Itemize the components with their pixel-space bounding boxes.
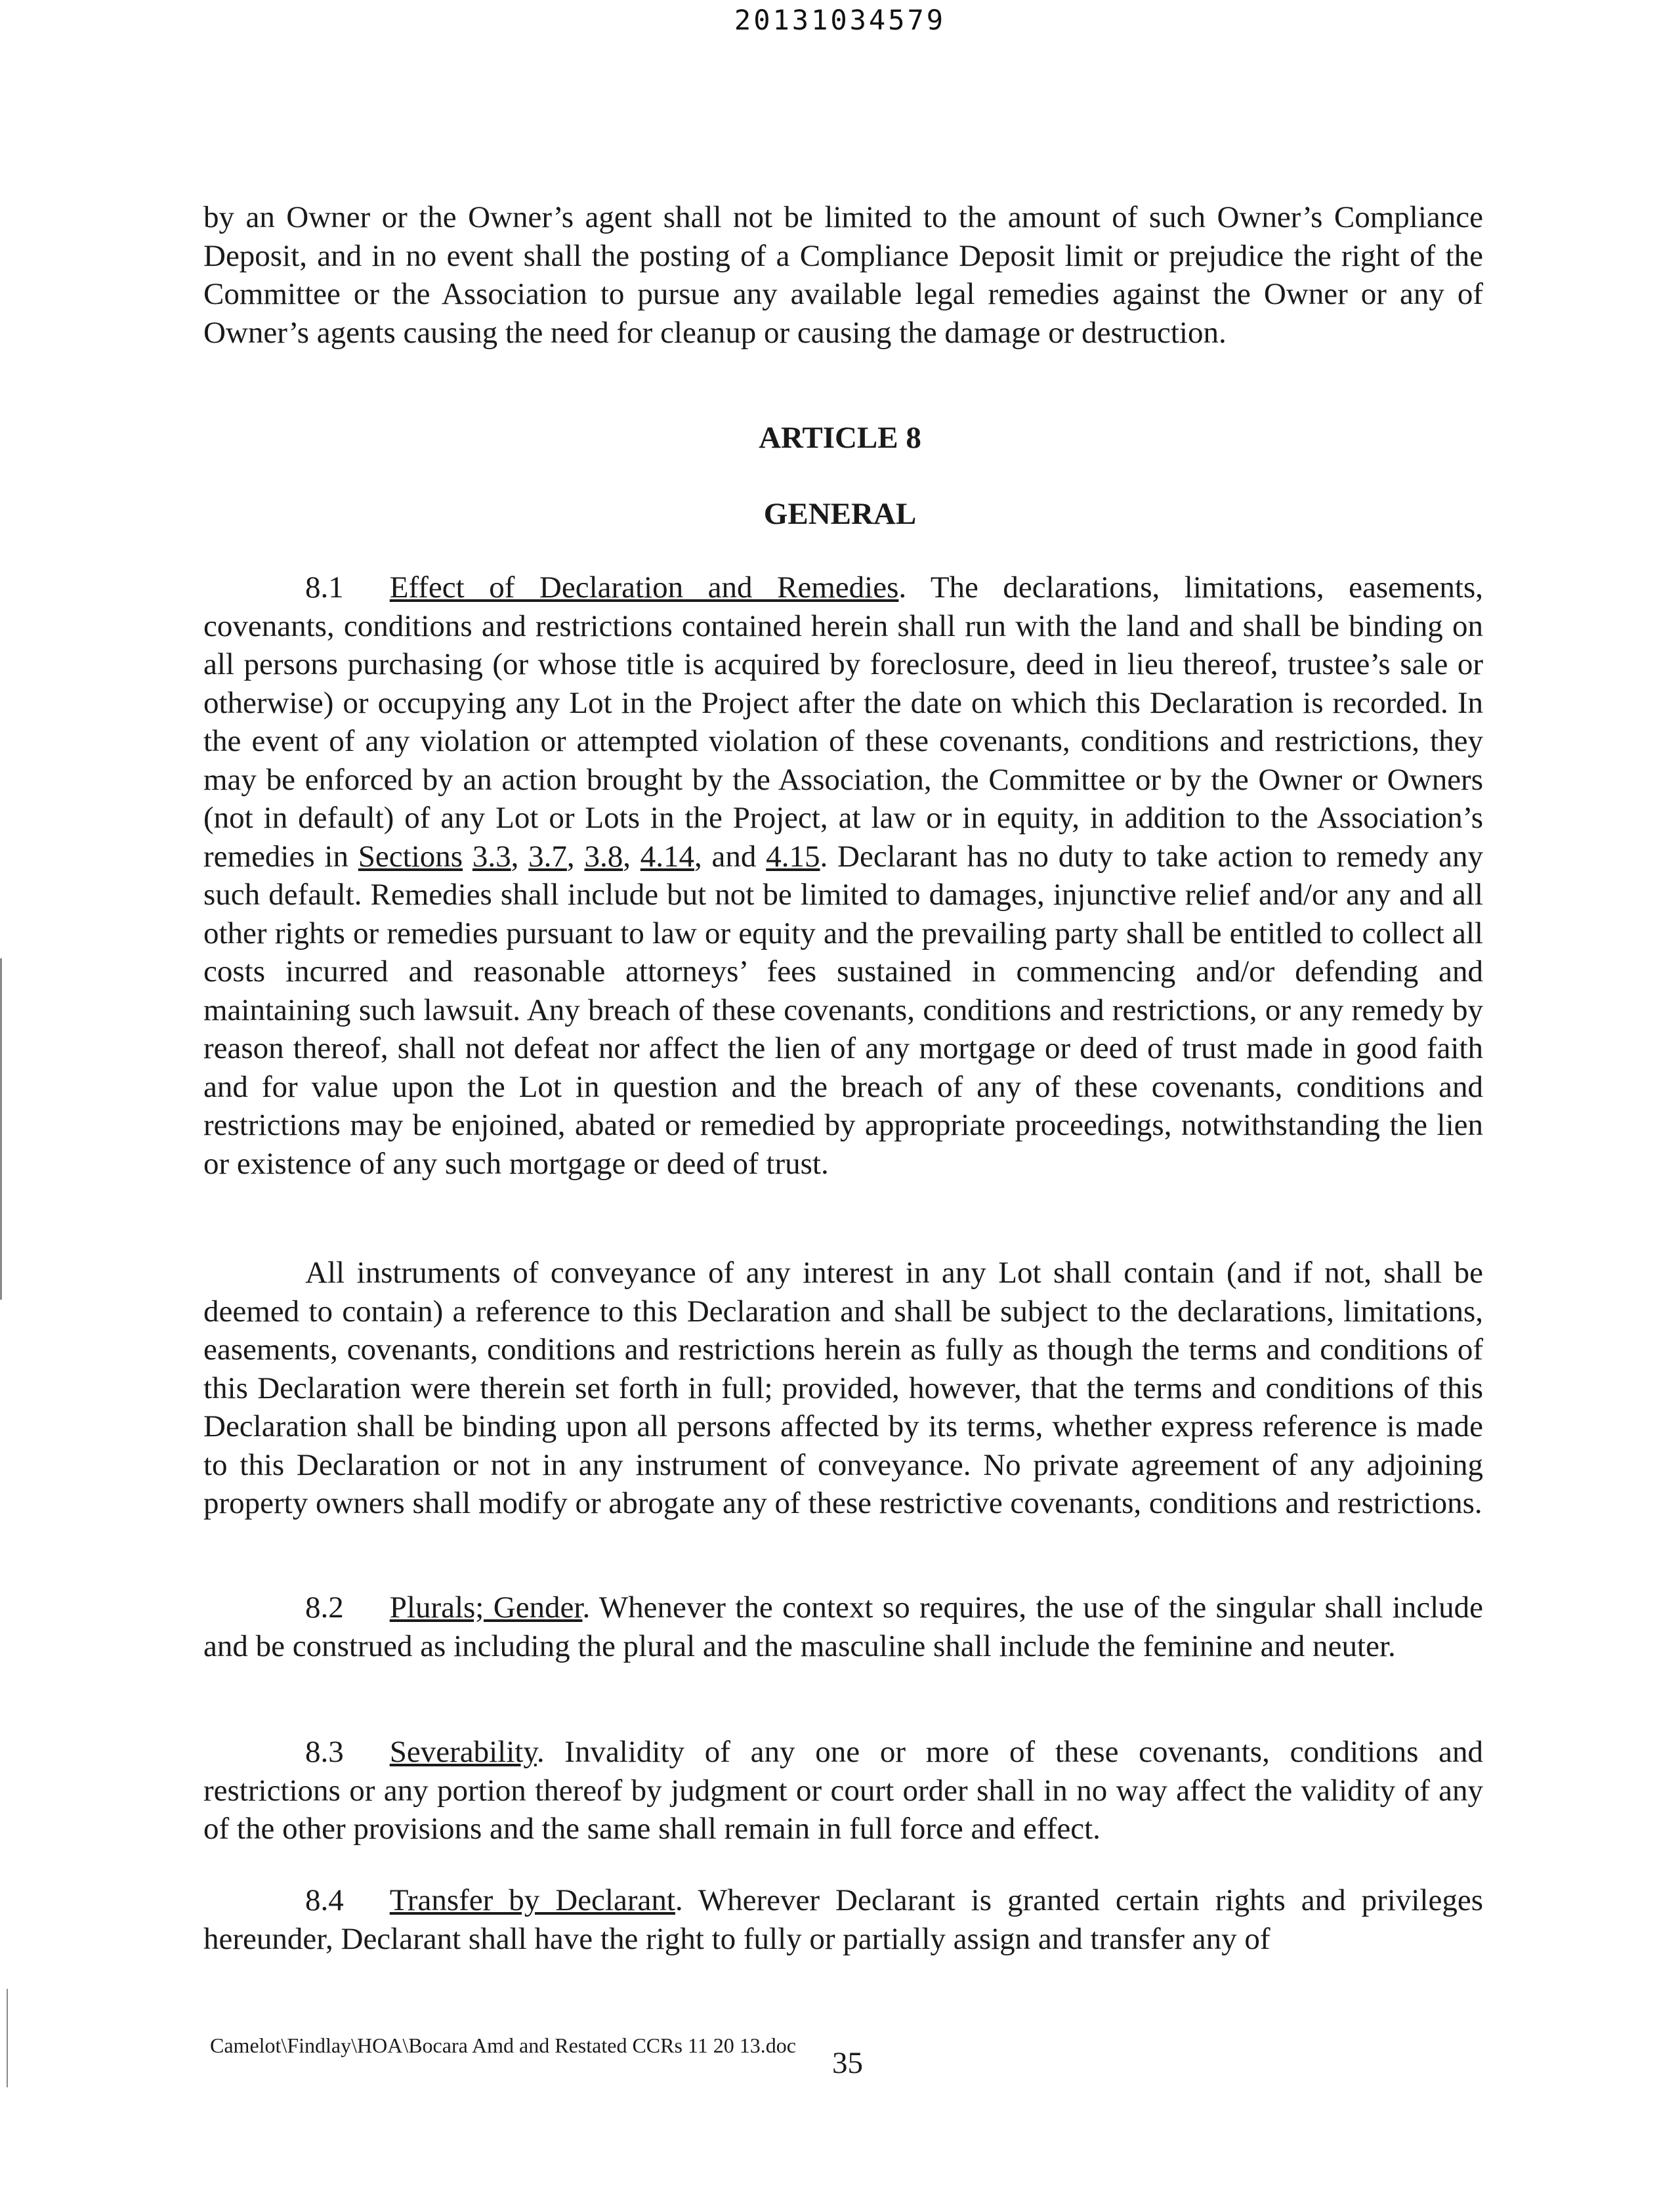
- section-8-1: [203, 568, 1483, 1183]
- section-8-1-text-a: . The declarations, limitations, easements, covenants, conditions and restrictions contained herein shall run with the land and shall be binding on all persons purchasing (or whose title is acquired by foreclosure, deed in lieu thereof, trustee’s sale or otherwise) or occupying any Lot in the Project after the date on which this Declaration is recorded. In the event of any violation or attempted violation of these covenants, conditions and restrictions, they may be enforced by an action brought by the Association, the Committee or by the Owner or Owners (not in default) of any Lot or Lots in the Project, at law or in equity, in addition to the Association’s remedies in: [203, 570, 1483, 874]
- ref-3-3: 3.3: [472, 839, 511, 874]
- scan-edge-mark: [0, 958, 2, 1300]
- section-8-1-title: Effect of Declaration and Remedies: [389, 570, 899, 605]
- ref-4-14: 4.14: [640, 839, 695, 874]
- ref-sections: Sections: [358, 839, 463, 874]
- section-8-2-title: Plurals; Gender: [389, 1590, 583, 1625]
- section-8-1-number: 8.1: [305, 570, 344, 605]
- document-number: 20131034579: [734, 4, 946, 36]
- ref-4-15: 4.15: [766, 839, 820, 874]
- scan-edge-mark-lower: [7, 1989, 8, 2087]
- section-8-3-text: . Invalidity of any one or more of these covenants, conditions and restrictions or any portion thereof by judgment or court order shall in no way affect the validity of any of the other provisions and the same shall remain in full force and effect.: [203, 1735, 1483, 1846]
- footer-file-path: Camelot\Findlay\HOA\Bocara Amd and Restated CCRs 11 20 13.doc: [210, 2034, 796, 2057]
- section-8-3-number: 8.3: [305, 1735, 344, 1769]
- sep-2: ,: [566, 839, 585, 874]
- section-8-4-text: . Wherever Declarant is granted certain rights and privileges hereunder, Declarant shall have the right to fully or partially assign and transfer any of: [203, 1883, 1483, 1956]
- sep-3: ,: [623, 839, 640, 874]
- section-8-2-text: . Whenever the context so requires, the use of the singular shall include and be construed as including the plural and the masculine shall include the feminine and neuter.: [203, 1590, 1483, 1663]
- section-8-1-text-b: . Declarant has no duty to take action to remedy any such default. Remedies shall include but not be limited to damages, injunctive relief and/or any and all other rights or remedies pursuant to law or equity and the prevailing party shall be entitled to collect all costs incurred and reasonable attorneys’ fees sustained in commencing and/or defending and maintaining such lawsuit. Any breach of these covenants, conditions and restrictions, or any remedy by reason thereof, shall not defeat nor affect the lien of any mortgage or deed of trust made in good faith and for value upon the Lot in question and the breach of any of these covenants, conditions and restrictions may be enjoined, abated or remedied by appropriate proceedings, notwithstanding the lien or existence of any such mortgage or deed of trust.: [203, 839, 1484, 1181]
- section-8-2: [203, 1588, 1483, 1665]
- article-title: GENERAL: [763, 497, 917, 531]
- sep-4: , and: [694, 839, 766, 874]
- intro-paragraph: by an Owner or the Owner’s agent shall not be limited to the amount of such Owner’s Compliance Deposit, and in no event shall the posting of a Compliance Deposit limit or prejudice the right of the Committee or the Association to pursue any available legal remedies against the Owner or any of Owner’s agents causing the need for cleanup or causing the damage or destruction.: [203, 200, 1483, 350]
- article-number: ARTICLE 8: [759, 421, 921, 455]
- sep-1: ,: [511, 839, 529, 874]
- section-8-1-paragraph-2: All instruments of conveyance of any interest in any Lot shall contain (and if not, shall be deemed to contain) a reference to this Declaration and shall be subject to the declarations, limitations, easements, covenants, conditions and restrictions herein as fully as though the terms and conditions of this Declaration were therein set forth in full; provided, however, that the terms and conditions of this Declaration shall be binding upon all persons affected by its terms, whether express reference is made to this Declaration or not in any instrument of conveyance. No private agreement of any adjoining property owners shall modify or abrogate any of these restrictive covenants, conditions and restrictions.: [203, 1256, 1483, 1520]
- page-number: 35: [832, 2046, 863, 2080]
- section-8-4-title: Transfer by Declarant: [389, 1883, 675, 1917]
- section-8-2-number: 8.2: [305, 1590, 344, 1625]
- section-8-4: [203, 1881, 1483, 1958]
- ref-3-7: 3.7: [528, 839, 567, 874]
- section-8-3-title: Severability: [389, 1735, 537, 1769]
- section-8-4-number: 8.4: [305, 1883, 344, 1917]
- ref-3-8: 3.8: [584, 839, 623, 874]
- section-8-3: [203, 1733, 1483, 1848]
